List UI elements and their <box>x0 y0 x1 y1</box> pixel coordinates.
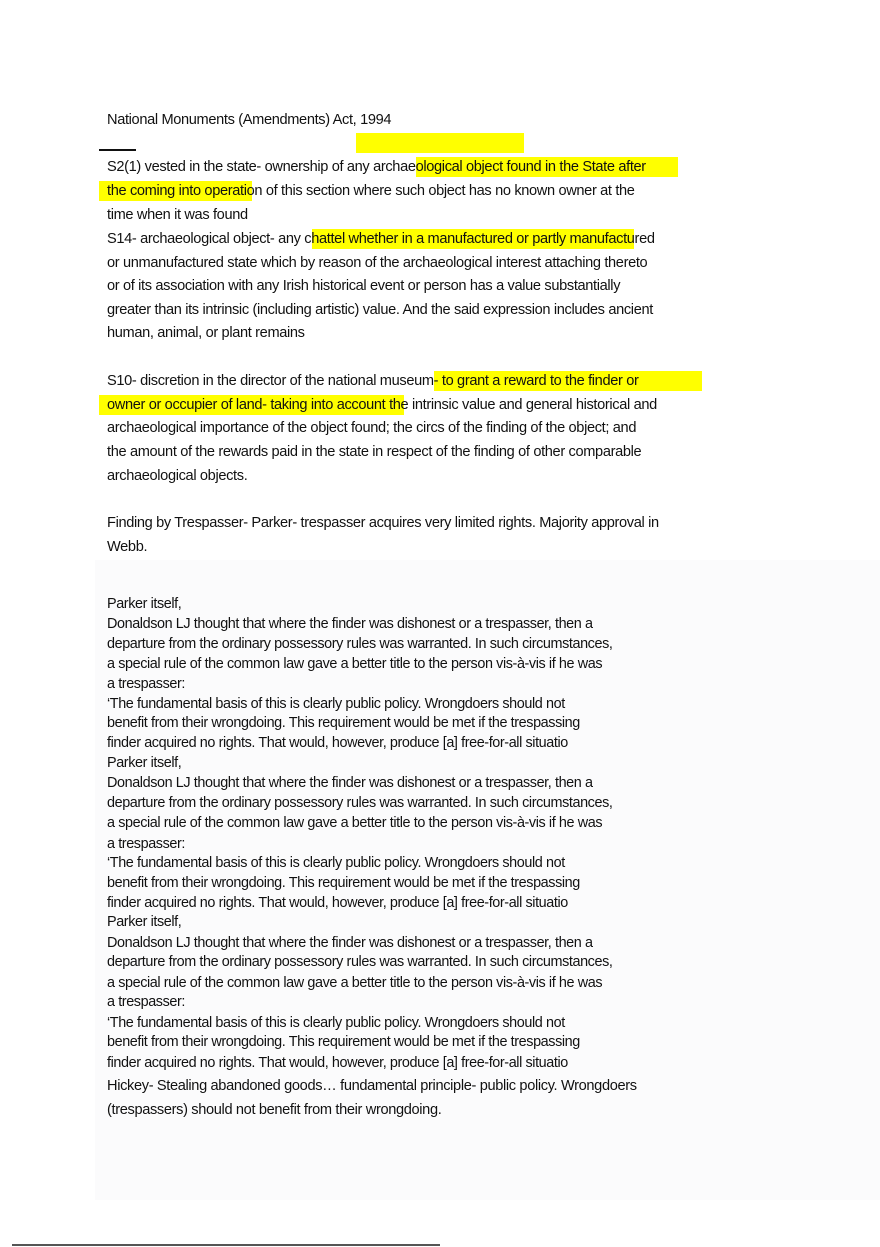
document-title: National Monuments (Amendments) Act, 1994 <box>107 112 392 128</box>
s14-line: S14- archaeological object- any chattel whether in a manufactured or partly manufactured <box>107 231 655 247</box>
s14-line: or unmanufactured state which by reason of the archaeological interest attaching thereto <box>107 255 648 271</box>
parker-quote-line: Parker itself, <box>107 914 182 930</box>
parker-quote-line: benefit from their wrongdoing. This requirement would be met if the trespassing <box>107 715 580 731</box>
parker-quote-line: finder acquired no rights. That would, however, produce [a] free-for-all situatio <box>107 735 568 751</box>
parker-quote-line: Donaldson LJ thought that where the finder was dishonest or a trespasser, then a <box>107 935 593 951</box>
s10-line: S10- discretion in the director of the national museum- to grant a reward to the finder or <box>107 373 639 389</box>
parker-quote-line: departure from the ordinary possessory rules was warranted. In such circumstances, <box>107 795 613 811</box>
trespasser-line: Webb. <box>107 539 148 555</box>
parker-quote-line: a trespasser: <box>107 836 185 852</box>
parker-quote-line: Parker itself, <box>107 596 182 612</box>
hickey-line: Hickey- Stealing abandoned goods… fundamental principle- public policy. Wrongdoers <box>107 1078 637 1094</box>
parker-quote-line: a trespasser: <box>107 994 185 1010</box>
parker-quote-line: Donaldson LJ thought that where the finder was dishonest or a trespasser, then a <box>107 775 593 791</box>
s14-line: or of its association with any Irish historical event or person has a value substantially <box>107 278 621 294</box>
parker-quote-line: a special rule of the common law gave a better title to the person vis-à-vis if he was <box>107 815 603 831</box>
parker-quote-line: benefit from their wrongdoing. This requirement would be met if the trespassing <box>107 1034 580 1050</box>
s10-line: archaeological objects. <box>107 468 248 484</box>
s10-line: archaeological importance of the object found; the circs of the finding of the object; and <box>107 420 637 436</box>
parker-quote-line: Parker itself, <box>107 755 182 771</box>
s14-line: greater than its intrinsic (including artistic) value. And the said expression includes ancient <box>107 302 653 318</box>
highlight-empty <box>356 133 524 153</box>
parker-quote-line: benefit from their wrongdoing. This requirement would be met if the trespassing <box>107 875 580 891</box>
s10-line: the amount of the rewards paid in the state in respect of the finding of other comparable <box>107 444 642 460</box>
parker-quote-line: departure from the ordinary possessory rules was warranted. In such circumstances, <box>107 636 613 652</box>
s14-line: human, animal, or plant remains <box>107 325 305 341</box>
trespasser-line: Finding by Trespasser- Parker- trespasser acquires very limited rights. Majority approval in <box>107 515 659 531</box>
s2-line: time when it was found <box>107 207 248 223</box>
parker-quote-line: a special rule of the common law gave a better title to the person vis-à-vis if he was <box>107 975 603 991</box>
parker-quote-line: ‘The fundamental basis of this is clearly public policy. Wrongdoers should not <box>107 696 565 712</box>
parker-quote-line: ‘The fundamental basis of this is clearly public policy. Wrongdoers should not <box>107 1015 565 1031</box>
hickey-line: (trespassers) should not benefit from their wrongdoing. <box>107 1102 442 1118</box>
parker-quote-line: ‘The fundamental basis of this is clearly public policy. Wrongdoers should not <box>107 855 565 871</box>
title-underline <box>99 149 136 151</box>
parker-quote-line: departure from the ordinary possessory rules was warranted. In such circumstances, <box>107 954 613 970</box>
s2-line: the coming into operation of this section where such object has no known owner at the <box>107 183 635 199</box>
parker-quote-line: a special rule of the common law gave a better title to the person vis-à-vis if he was <box>107 656 603 672</box>
parker-quote-line: a trespasser: <box>107 676 185 692</box>
parker-quote-line: finder acquired no rights. That would, however, produce [a] free-for-all situatio <box>107 1055 568 1071</box>
parker-quote-line: finder acquired no rights. That would, however, produce [a] free-for-all situatio <box>107 895 568 911</box>
s2-line: S2(1) vested in the state- ownership of any archaeological object found in the State after <box>107 159 646 175</box>
s10-line: owner or occupier of land- taking into account the intrinsic value and general historical and <box>107 397 657 413</box>
footer-rule <box>12 1244 440 1246</box>
parker-quote-line: Donaldson LJ thought that where the finder was dishonest or a trespasser, then a <box>107 616 593 632</box>
